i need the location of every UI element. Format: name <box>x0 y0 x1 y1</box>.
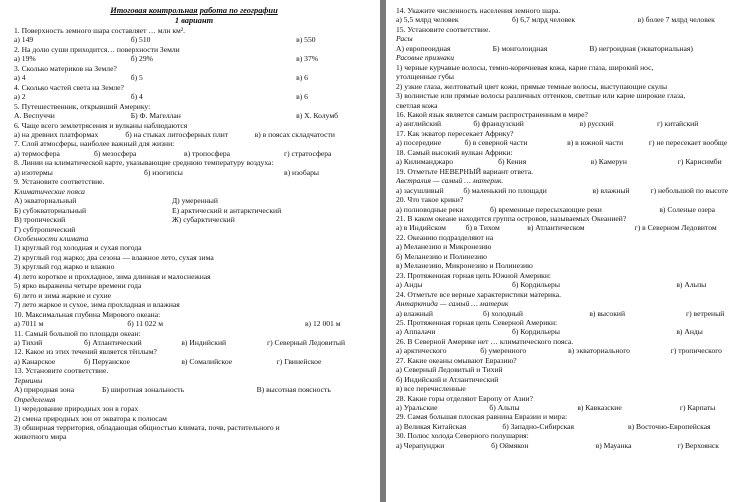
answer-options-row <box>396 309 744 318</box>
text-line: 2) узкие глаза, желтоватый цвет кожи, прямые темные волосы, выступающие скулы <box>396 81 668 91</box>
answer-option: В) негроидная (экваториальная) <box>589 43 693 53</box>
answer-option: а) английский <box>396 119 442 129</box>
answer-option: в) Анды <box>676 327 703 337</box>
right-page <box>386 0 748 502</box>
answer-option: г) Карпаты <box>679 403 716 413</box>
answer-option: в) тропосфера <box>184 148 230 158</box>
answer-option: а) 7011 м <box>14 319 44 329</box>
answer-options-row <box>14 130 374 139</box>
answer-option: б) Атлантический <box>84 337 142 347</box>
answer-option: б) изогипсы <box>144 167 183 177</box>
text-line: 27. Какие океаны омывают Евразию? <box>396 355 517 365</box>
answer-option: в) Индийский <box>181 337 227 347</box>
answer-option: в) Восточно-Европейская <box>628 421 711 431</box>
answer-option: а) арктического <box>396 346 447 356</box>
answer-option: а) Аппалачи <box>396 327 436 337</box>
text-line: 12. Какое из этих течений является тёплым? <box>14 347 157 357</box>
answer-option: в) русский <box>579 119 614 129</box>
answer-option: а) 2 <box>14 92 26 102</box>
answer-options-row <box>396 157 744 166</box>
answer-option: б) 11 022 м <box>127 319 164 329</box>
text-line: 18. Самый высокий вулкан Африки: <box>396 147 513 157</box>
document-title: Итоговая контрольная работа по географии <box>110 6 278 15</box>
answer-option: б) 510 <box>130 35 151 45</box>
answer-option: Б) широтная зональность <box>102 385 185 395</box>
answer-option: а) Великая Китайская <box>396 421 467 431</box>
answer-options-row <box>14 54 374 63</box>
answer-option: в) изобары <box>284 167 319 177</box>
text-line: 23. Протяженная горная цепь Южной Америки: <box>396 270 552 280</box>
answer-option: в) 37% <box>296 54 319 64</box>
answer-options-row <box>396 186 744 195</box>
answer-option: в) Кавказские <box>577 403 622 413</box>
answer-options-row <box>14 168 374 177</box>
answer-option: в) Альпы <box>676 280 707 290</box>
answer-option: б) французский <box>473 119 524 129</box>
answer-option: в) Мауанка <box>595 440 632 450</box>
answer-option: б) в Тихом <box>465 223 500 233</box>
text-line: 29. Самая большая плоская равнина Евразии и мира: <box>396 412 568 422</box>
answer-option: В) высотная поясность <box>256 385 331 395</box>
answer-option: А. Веспуччи <box>14 111 55 121</box>
answer-option: в) высокий <box>589 308 626 318</box>
text-line: 1) круглый год холодная и сухая погода <box>14 243 142 253</box>
answer-option: б) Кения <box>498 157 527 167</box>
section-heading: Австралия — самый … материк. <box>396 176 504 186</box>
answer-option: б) 29% <box>130 54 153 64</box>
answer-option: а) Тихий <box>14 337 43 347</box>
answer-option: а) Канарское <box>14 356 56 366</box>
answer-options-row <box>396 327 744 336</box>
text-line: 28. Какие горы отделяют Европу от Азии? <box>396 393 533 403</box>
answer-option: а) 5,5 млрд человек <box>396 15 459 25</box>
answer-options-row <box>396 280 744 289</box>
answer-option: а) Черапунджи <box>396 440 445 450</box>
answer-option: б) временные пересыхающие реки <box>490 204 602 214</box>
answer-options-row <box>14 149 374 158</box>
answer-options-row <box>14 35 374 44</box>
text-line: 2) круглый год жарко; два сезона — влажное лето, сухая зима <box>14 252 214 262</box>
text-line: 3) волнистые или прямые волосы различных оттенков, светлые или карие широкие глаза, <box>396 91 686 101</box>
answer-option: г) Верхоянск <box>677 440 719 450</box>
text-line: а) Меланезию и Микронезию <box>396 242 492 252</box>
text-line: 6) лето и зима жаркие и сухие <box>14 290 112 300</box>
section-heading: Антарктида — самый … материк <box>396 299 509 309</box>
answer-option: в) 6 <box>296 92 308 102</box>
answer-option: б) Оймякон <box>491 440 529 450</box>
answer-options-row <box>14 385 374 394</box>
text-line: 21. В каком океане находится группа островов, называемых Океанией? <box>396 213 627 223</box>
answer-option: г) небольшой по высоте <box>650 185 729 195</box>
text-line: 3. Сколько материков на Земле? <box>14 63 117 73</box>
answer-option: в) более 7 млрд человек <box>637 15 715 25</box>
text-line: 16. Какой язык является самым распространенным в мире? <box>396 109 588 119</box>
answer-option: а) в Индийском <box>396 223 446 233</box>
answer-option: а) посередине <box>396 138 442 148</box>
answer-options-row <box>396 205 744 214</box>
answer-option: в) Камерун <box>590 157 627 167</box>
answer-option: б) мезосфера <box>94 148 137 158</box>
answer-options-row <box>14 92 374 101</box>
answer-options-row <box>396 422 744 431</box>
text-line: 15. Установите соответствие. <box>396 24 491 34</box>
answer-option: а) 149 <box>14 35 34 45</box>
answer-options-row <box>396 15 744 24</box>
text-line: 26. В Северной Америке нет … климатического пояса. <box>396 336 574 346</box>
text-line: б) Индийский и Атлантический <box>396 374 499 384</box>
text-line: 1) черные курчавые волосы, темно-коричневая кожа, карие глаза, широкий нос, <box>396 62 654 72</box>
text-line: 3) обширная территория, обладающая общностью климата, почв, растительного и <box>14 423 280 433</box>
answer-options-row <box>14 73 374 82</box>
text-line: 7) лето жаркое и сухое, зима прохладная и влажная <box>14 300 180 310</box>
answer-options-row <box>14 111 374 120</box>
answer-option: в) 6 <box>296 73 308 83</box>
text-line: 8. Линии на климатической карте, указывающие среднюю температуру воздуха: <box>14 158 274 168</box>
answer-option: Б) субэкваториальный <box>14 205 87 215</box>
answer-option: б) 4 <box>130 92 143 102</box>
answer-options-row <box>396 441 744 450</box>
text-line: 7. Слой атмосферы, наиболее важный для жизни: <box>14 139 175 149</box>
left-column <box>0 0 380 442</box>
text-line: Г) субтропический <box>14 224 76 234</box>
answer-options-row <box>14 357 374 366</box>
text-line: 5) ярко выражены четыре времени года <box>14 281 142 291</box>
text-line: 25. Протяженная горная цепь Северной Америки: <box>396 317 558 327</box>
text-line: 14. Укажите численность населения земного шара. <box>396 6 561 15</box>
answer-option: в) в южной части <box>567 138 624 148</box>
answer-option: а) 4 <box>14 73 26 83</box>
answer-option: в) влажный <box>592 185 630 195</box>
variant-label: 1 вариант <box>174 16 214 25</box>
answer-option: г) стратосфера <box>284 148 332 158</box>
answer-option: Ж) субарктический <box>172 215 235 225</box>
answer-option: г) не пересекает вообще <box>648 138 728 148</box>
text-line: 30. Полюс холода Северного полушария: <box>396 431 529 441</box>
answer-option: в) 12 001 м <box>304 319 341 329</box>
text-line: 19. Отметьте НЕВЕРНЫЙ вариант ответа. <box>396 166 533 176</box>
text-line: 3) круглый год жарко и влажно <box>14 262 115 272</box>
section-heading: Определения <box>14 394 56 404</box>
text-line: светлая кожа <box>396 100 438 110</box>
answer-option: а) термосфера <box>14 148 60 158</box>
answer-options-row <box>14 338 374 347</box>
section-heading: Расы <box>396 34 413 44</box>
answer-option: г) китайский <box>656 119 699 129</box>
answer-option: а) изотермы <box>14 167 53 177</box>
answer-option: а) 19% <box>14 54 36 64</box>
answer-option: а) на древних платформах <box>14 129 99 139</box>
answer-option: Б) Ф. Магеллан <box>130 111 181 121</box>
answer-options-row <box>14 215 374 224</box>
text-line: 22. Океанию подразделяют на <box>396 232 494 242</box>
answer-options-row <box>396 138 744 147</box>
text-line: 4) лето короткое и прохладное, зима длинная и малоснежная <box>14 271 211 281</box>
right-lines <box>396 6 744 450</box>
answer-option: Е) арктический и антарктический <box>172 205 282 215</box>
answer-option: а) засушливый <box>396 185 444 195</box>
text-line: 2) смена природных зон от экватора к полюсам <box>14 413 167 423</box>
answer-options-row <box>396 346 744 355</box>
text-line: 9. Установите соответствие. <box>14 177 105 187</box>
answer-option: б) Кордильеры <box>512 280 560 290</box>
answer-option: А) экваториальный <box>14 196 77 206</box>
answer-option: а) Килиманджаро <box>396 157 454 167</box>
answer-option: б) Альпы <box>489 403 520 413</box>
answer-option: в) Сомалийское <box>181 356 233 366</box>
answer-option: А) природная зона <box>14 385 75 395</box>
answer-option: А) европеоидная <box>396 43 451 53</box>
text-line: 10. Максимальная глубина Мирового океана: <box>14 309 161 319</box>
answer-option: г) тропического <box>670 346 722 356</box>
text-line: в) Меланезию, Микронезию и Полинезию <box>396 261 533 271</box>
answer-option: б) 5 <box>130 73 143 83</box>
section-heading: Расовые признаки <box>396 53 455 63</box>
answer-options-row <box>396 44 744 53</box>
answer-option: г) в Северном Ледовитом <box>634 223 717 233</box>
text-line: 2. На долю суши приходится… поверхности Земли <box>14 44 180 54</box>
answer-option: в) Х. Колумб <box>296 111 338 121</box>
answer-options-row <box>396 403 744 412</box>
text-line: 4. Сколько частей света на Земле? <box>14 82 124 92</box>
section-heading: Термины <box>14 375 43 385</box>
answer-option: а) Анды <box>396 280 423 290</box>
answer-option: а) Уральские <box>396 403 438 413</box>
text-line: 5. Путешественник, открывший Америку: <box>14 101 151 111</box>
text-line: а) Северный Ледовитый и Тихий <box>396 365 503 375</box>
answer-option: б) 6,7 млрд человек <box>512 15 576 25</box>
text-line: 1) чередование природных зон в горах <box>14 404 139 414</box>
section-heading: Климатические пояса <box>14 186 85 196</box>
answer-option: б) холодный <box>483 308 523 318</box>
answer-options-row <box>396 119 744 128</box>
answer-options-row <box>14 319 374 328</box>
answer-option: в) в поясах складчатости <box>254 129 335 139</box>
answer-option: г) Северный Ледовитый <box>266 337 346 347</box>
text-line: 24. Отметьте все верные характеристики материка. <box>396 289 561 299</box>
text-line: 17. Как экватор пересекает Африку? <box>396 128 514 138</box>
text-line: животного мира <box>14 432 67 442</box>
text-line: б) Меланезию и Полинезию <box>396 251 487 261</box>
answer-option: а) полноводные реки <box>396 204 464 214</box>
answer-option: г) ветреный <box>686 308 725 318</box>
answer-options-row <box>14 196 374 205</box>
answer-option: Б) монголоидная <box>492 43 548 53</box>
section-heading: Особенности климата <box>14 233 89 243</box>
answer-option: в) Атлантическом <box>527 223 585 233</box>
answer-option: б) умеренного <box>480 346 527 356</box>
left-lines <box>14 26 374 442</box>
text-line: 11. Самый большой по площади океан: <box>14 328 141 338</box>
answer-option: г) Карисимби <box>677 157 722 167</box>
answer-option: б) Западно-Сибирская <box>502 421 575 431</box>
answer-options-row <box>396 223 744 232</box>
answer-option: В) тропический <box>14 215 66 225</box>
answer-option: б) маленький по площади <box>463 185 547 195</box>
answer-options-row <box>14 206 374 215</box>
answer-option: б) в северной части <box>464 138 528 148</box>
answer-option: б) на стыках литосферных плит <box>125 129 229 139</box>
answer-option: в) 550 <box>296 35 316 45</box>
text-line: 6. Чаще всего землетрясения и вулканы наблюдаются <box>14 120 188 130</box>
answer-option: а) влажный <box>396 308 433 318</box>
answer-option: Д) умеренный <box>172 196 218 206</box>
answer-option: б) Перуанское <box>84 356 130 366</box>
text-line: 1. Поверхность земного шара составляет … млн км². <box>14 26 186 35</box>
right-column <box>386 0 748 450</box>
answer-option: в) экваториального <box>568 346 630 356</box>
text-line: в) все перечисленные <box>396 384 466 394</box>
text-line: утолщенные губы <box>396 72 454 82</box>
text-line: 20. Что такое крики? <box>396 195 464 205</box>
answer-option: б) Кордильеры <box>512 327 560 337</box>
answer-option: г) Гвинейское <box>276 356 322 366</box>
text-line: 13. Установите соответствие. <box>14 366 109 376</box>
answer-option: в) Соленые озера <box>659 204 716 214</box>
